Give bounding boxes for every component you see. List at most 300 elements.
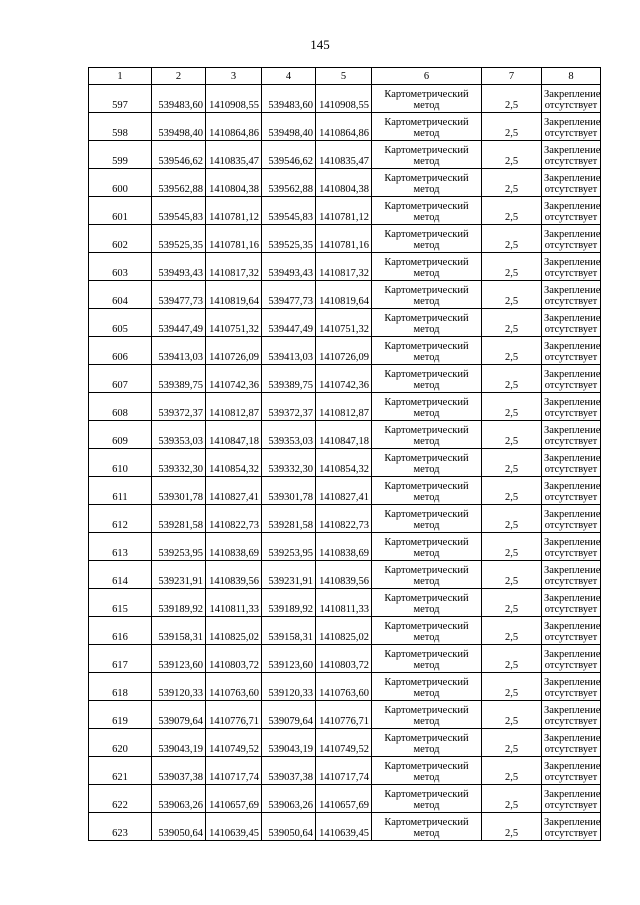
method-cell — [372, 449, 482, 477]
method-cell — [372, 309, 482, 337]
x-coordinate-cell: 539353,03 — [262, 421, 316, 449]
x-coordinate-cell: 539493,43 — [262, 253, 316, 281]
fixation-text: отсутствует — [544, 100, 598, 111]
y-coordinate-cell: 1410763,60 — [206, 673, 262, 701]
method-text: метод — [413, 352, 440, 363]
x-coordinate-cell: 539545,83 — [262, 197, 316, 225]
accuracy-cell: 2,5 — [482, 85, 542, 113]
x-coordinate-cell: 539253,95 — [152, 533, 206, 561]
fixation-cell — [542, 141, 601, 169]
accuracy-cell: 2,5 — [482, 757, 542, 785]
y-coordinate-cell: 1410804,38 — [206, 169, 262, 197]
x-coordinate-cell: 539158,31 — [152, 617, 206, 645]
method-cell — [372, 141, 482, 169]
fixation-text: Закрепление — [544, 481, 601, 492]
method-text: метод — [413, 408, 440, 419]
point-number-cell: 607 — [89, 365, 152, 393]
method-text: Картометрический — [384, 621, 469, 632]
fixation-text: отсутствует — [544, 828, 598, 839]
fixation-text: Закрепление — [544, 117, 601, 128]
fixation-cell — [542, 505, 601, 533]
table-row — [89, 393, 601, 421]
y-coordinate-cell: 1410749,52 — [316, 729, 372, 757]
x-coordinate-cell: 539120,33 — [262, 673, 316, 701]
point-number-cell: 619 — [89, 701, 152, 729]
accuracy-cell: 2,5 — [482, 589, 542, 617]
y-coordinate-cell: 1410854,32 — [206, 449, 262, 477]
point-number-cell: 608 — [89, 393, 152, 421]
method-text: метод — [413, 212, 440, 223]
fixation-text: Закрепление — [544, 341, 601, 352]
accuracy-cell: 2,5 — [482, 785, 542, 813]
accuracy-cell: 2,5 — [482, 309, 542, 337]
x-coordinate-cell: 539189,92 — [152, 589, 206, 617]
accuracy-cell: 2,5 — [482, 449, 542, 477]
method-text: метод — [413, 716, 440, 727]
x-coordinate-cell: 539545,83 — [152, 197, 206, 225]
method-text: метод — [413, 240, 440, 251]
fixation-text: Закрепление — [544, 173, 601, 184]
fixation-text: отсутствует — [544, 184, 598, 195]
page-number: 145 — [310, 37, 330, 52]
fixation-text: отсутствует — [544, 212, 598, 223]
fixation-text: отсутствует — [544, 380, 598, 391]
y-coordinate-cell: 1410827,41 — [206, 477, 262, 505]
method-cell — [372, 169, 482, 197]
point-number-cell: 605 — [89, 309, 152, 337]
x-coordinate-cell: 539281,58 — [262, 505, 316, 533]
fixation-cell — [542, 169, 601, 197]
method-text: метод — [413, 632, 440, 643]
fixation-text: отсутствует — [544, 772, 598, 783]
method-text: Картометрический — [384, 593, 469, 604]
y-coordinate-cell: 1410817,32 — [316, 253, 372, 281]
x-coordinate-cell: 539477,73 — [262, 281, 316, 309]
column-header: 7 — [482, 68, 542, 85]
table-row — [89, 309, 601, 337]
table-row — [89, 813, 601, 841]
method-text: метод — [413, 184, 440, 195]
y-coordinate-cell: 1410838,69 — [206, 533, 262, 561]
fixation-text: отсутствует — [544, 296, 598, 307]
point-number-cell: 598 — [89, 113, 152, 141]
point-number-cell: 610 — [89, 449, 152, 477]
x-coordinate-cell: 539281,58 — [152, 505, 206, 533]
x-coordinate-cell: 539253,95 — [262, 533, 316, 561]
accuracy-cell: 2,5 — [482, 729, 542, 757]
fixation-text: Закрепление — [544, 593, 601, 604]
method-cell — [372, 813, 482, 841]
fixation-text: отсутствует — [544, 660, 598, 671]
x-coordinate-cell: 539050,64 — [152, 813, 206, 841]
x-coordinate-cell: 539447,49 — [152, 309, 206, 337]
x-coordinate-cell: 539389,75 — [152, 365, 206, 393]
table-body — [89, 85, 601, 841]
fixation-text: Закрепление — [544, 621, 601, 632]
method-text: метод — [413, 464, 440, 475]
fixation-text: Закрепление — [544, 649, 601, 660]
method-text: Картометрический — [384, 509, 469, 520]
point-number-cell: 609 — [89, 421, 152, 449]
point-number-cell: 622 — [89, 785, 152, 813]
point-number-cell: 620 — [89, 729, 152, 757]
accuracy-cell: 2,5 — [482, 169, 542, 197]
fixation-text: Закрепление — [544, 397, 601, 408]
method-cell — [372, 673, 482, 701]
column-header: 6 — [372, 68, 482, 85]
y-coordinate-cell: 1410854,32 — [316, 449, 372, 477]
method-text: метод — [413, 156, 440, 167]
method-text: Картометрический — [384, 425, 469, 436]
table-row — [89, 645, 601, 673]
accuracy-cell: 2,5 — [482, 813, 542, 841]
accuracy-cell: 2,5 — [482, 225, 542, 253]
table-row — [89, 729, 601, 757]
fixation-text: Закрепление — [544, 285, 601, 296]
method-text: Картометрический — [384, 789, 469, 800]
method-text: метод — [413, 604, 440, 615]
y-coordinate-cell: 1410812,87 — [206, 393, 262, 421]
x-coordinate-cell: 539332,30 — [262, 449, 316, 477]
fixation-cell — [542, 421, 601, 449]
method-text: Картометрический — [384, 117, 469, 128]
y-coordinate-cell: 1410803,72 — [206, 645, 262, 673]
y-coordinate-cell: 1410742,36 — [206, 365, 262, 393]
method-text: метод — [413, 772, 440, 783]
table-row — [89, 281, 601, 309]
fixation-cell — [542, 589, 601, 617]
fixation-text: отсутствует — [544, 128, 598, 139]
method-cell — [372, 197, 482, 225]
accuracy-cell: 2,5 — [482, 141, 542, 169]
fixation-cell — [542, 561, 601, 589]
method-text: Картометрический — [384, 145, 469, 156]
accuracy-cell: 2,5 — [482, 365, 542, 393]
table-row — [89, 141, 601, 169]
fixation-text: Закрепление — [544, 89, 601, 100]
y-coordinate-cell: 1410717,74 — [316, 757, 372, 785]
x-coordinate-cell: 539189,92 — [262, 589, 316, 617]
fixation-cell — [542, 449, 601, 477]
method-cell — [372, 757, 482, 785]
x-coordinate-cell: 539562,88 — [262, 169, 316, 197]
fixation-text: Закрепление — [544, 229, 601, 240]
method-text: Картометрический — [384, 565, 469, 576]
fixation-text: отсутствует — [544, 408, 598, 419]
method-text: метод — [413, 660, 440, 671]
y-coordinate-cell: 1410839,56 — [316, 561, 372, 589]
method-text: Картометрический — [384, 677, 469, 688]
fixation-text: Закрепление — [544, 145, 601, 156]
table-row — [89, 505, 601, 533]
fixation-cell — [542, 785, 601, 813]
method-text: Картометрический — [384, 481, 469, 492]
y-coordinate-cell: 1410776,71 — [206, 701, 262, 729]
accuracy-cell: 2,5 — [482, 421, 542, 449]
x-coordinate-cell: 539447,49 — [262, 309, 316, 337]
fixation-text: Закрепление — [544, 509, 601, 520]
point-number-cell: 612 — [89, 505, 152, 533]
x-coordinate-cell: 539123,60 — [262, 645, 316, 673]
method-cell — [372, 589, 482, 617]
table-row — [89, 113, 601, 141]
x-coordinate-cell: 539372,37 — [152, 393, 206, 421]
method-cell — [372, 337, 482, 365]
method-text: метод — [413, 548, 440, 559]
method-text: метод — [413, 688, 440, 699]
x-coordinate-cell: 539043,19 — [152, 729, 206, 757]
fixation-text: отсутствует — [544, 520, 598, 531]
fixation-cell — [542, 617, 601, 645]
method-text: метод — [413, 296, 440, 307]
fixation-text: отсутствует — [544, 716, 598, 727]
table-row — [89, 225, 601, 253]
y-coordinate-cell: 1410804,38 — [316, 169, 372, 197]
x-coordinate-cell: 539123,60 — [152, 645, 206, 673]
y-coordinate-cell: 1410657,69 — [206, 785, 262, 813]
y-coordinate-cell: 1410835,47 — [206, 141, 262, 169]
point-number-cell: 599 — [89, 141, 152, 169]
table-row — [89, 449, 601, 477]
accuracy-cell: 2,5 — [482, 281, 542, 309]
fixation-text: Закрепление — [544, 565, 601, 576]
fixation-text: отсутствует — [544, 352, 598, 363]
fixation-text: Закрепление — [544, 453, 601, 464]
method-text: Картометрический — [384, 285, 469, 296]
x-coordinate-cell: 539525,35 — [262, 225, 316, 253]
method-text: Картометрический — [384, 313, 469, 324]
fixation-cell — [542, 225, 601, 253]
method-text: метод — [413, 100, 440, 111]
method-cell — [372, 477, 482, 505]
accuracy-cell: 2,5 — [482, 701, 542, 729]
x-coordinate-cell: 539562,88 — [152, 169, 206, 197]
point-number-cell: 604 — [89, 281, 152, 309]
x-coordinate-cell: 539063,26 — [262, 785, 316, 813]
x-coordinate-cell: 539546,62 — [152, 141, 206, 169]
x-coordinate-cell: 539413,03 — [152, 337, 206, 365]
table-row — [89, 253, 601, 281]
column-header: 3 — [206, 68, 262, 85]
x-coordinate-cell: 539483,60 — [152, 85, 206, 113]
accuracy-cell: 2,5 — [482, 617, 542, 645]
y-coordinate-cell: 1410838,69 — [316, 533, 372, 561]
point-number-cell: 623 — [89, 813, 152, 841]
method-text: метод — [413, 828, 440, 839]
method-cell — [372, 561, 482, 589]
method-cell — [372, 533, 482, 561]
table-row — [89, 169, 601, 197]
fixation-cell — [542, 85, 601, 113]
method-text: Картометрический — [384, 201, 469, 212]
method-text: метод — [413, 128, 440, 139]
x-coordinate-cell: 539483,60 — [262, 85, 316, 113]
table-row — [89, 197, 601, 225]
method-cell — [372, 393, 482, 421]
point-number-cell: 617 — [89, 645, 152, 673]
point-number-cell: 616 — [89, 617, 152, 645]
table-row — [89, 589, 601, 617]
header-row — [89, 68, 601, 85]
point-number-cell: 618 — [89, 673, 152, 701]
y-coordinate-cell: 1410819,64 — [316, 281, 372, 309]
method-cell — [372, 785, 482, 813]
x-coordinate-cell: 539231,91 — [262, 561, 316, 589]
method-text: Картометрический — [384, 453, 469, 464]
y-coordinate-cell: 1410811,33 — [316, 589, 372, 617]
fixation-cell — [542, 309, 601, 337]
accuracy-cell: 2,5 — [482, 505, 542, 533]
y-coordinate-cell: 1410908,55 — [316, 85, 372, 113]
table-row — [89, 673, 601, 701]
fixation-text: Закрепление — [544, 789, 601, 800]
accuracy-cell: 2,5 — [482, 393, 542, 421]
y-coordinate-cell: 1410657,69 — [316, 785, 372, 813]
point-number-cell: 597 — [89, 85, 152, 113]
x-coordinate-cell: 539301,78 — [262, 477, 316, 505]
fixation-text: Закрепление — [544, 677, 601, 688]
x-coordinate-cell: 539498,40 — [152, 113, 206, 141]
fixation-text: Закрепление — [544, 733, 601, 744]
y-coordinate-cell: 1410827,41 — [316, 477, 372, 505]
y-coordinate-cell: 1410751,32 — [206, 309, 262, 337]
y-coordinate-cell: 1410825,02 — [206, 617, 262, 645]
method-cell — [372, 365, 482, 393]
x-coordinate-cell: 539050,64 — [262, 813, 316, 841]
table-row — [89, 785, 601, 813]
y-coordinate-cell: 1410812,87 — [316, 393, 372, 421]
method-cell — [372, 729, 482, 757]
y-coordinate-cell: 1410749,52 — [206, 729, 262, 757]
method-text: метод — [413, 268, 440, 279]
y-coordinate-cell: 1410776,71 — [316, 701, 372, 729]
fixation-cell — [542, 645, 601, 673]
method-cell — [372, 113, 482, 141]
y-coordinate-cell: 1410751,32 — [316, 309, 372, 337]
x-coordinate-cell: 539043,19 — [262, 729, 316, 757]
table-row — [89, 85, 601, 113]
y-coordinate-cell: 1410726,09 — [316, 337, 372, 365]
point-number-cell: 600 — [89, 169, 152, 197]
accuracy-cell: 2,5 — [482, 477, 542, 505]
x-coordinate-cell: 539037,38 — [262, 757, 316, 785]
fixation-text: отсутствует — [544, 268, 598, 279]
x-coordinate-cell: 539413,03 — [262, 337, 316, 365]
x-coordinate-cell: 539493,43 — [152, 253, 206, 281]
table-row — [89, 561, 601, 589]
fixation-cell — [542, 365, 601, 393]
x-coordinate-cell: 539301,78 — [152, 477, 206, 505]
fixation-text: отсутствует — [544, 688, 598, 699]
x-coordinate-cell: 539546,62 — [262, 141, 316, 169]
method-cell — [372, 225, 482, 253]
x-coordinate-cell: 539037,38 — [152, 757, 206, 785]
method-text: Картометрический — [384, 537, 469, 548]
fixation-cell — [542, 729, 601, 757]
table-row — [89, 337, 601, 365]
y-coordinate-cell: 1410639,45 — [316, 813, 372, 841]
y-coordinate-cell: 1410819,64 — [206, 281, 262, 309]
x-coordinate-cell: 539231,91 — [152, 561, 206, 589]
fixation-text: Закрепление — [544, 201, 601, 212]
y-coordinate-cell: 1410811,33 — [206, 589, 262, 617]
fixation-text: отсутствует — [544, 800, 598, 811]
method-text: Картометрический — [384, 397, 469, 408]
method-text: метод — [413, 744, 440, 755]
point-number-cell: 611 — [89, 477, 152, 505]
x-coordinate-cell: 539477,73 — [152, 281, 206, 309]
y-coordinate-cell: 1410847,18 — [316, 421, 372, 449]
y-coordinate-cell: 1410822,73 — [206, 505, 262, 533]
fixation-text: Закрепление — [544, 425, 601, 436]
method-cell — [372, 701, 482, 729]
method-text: Картометрический — [384, 817, 469, 828]
x-coordinate-cell: 539079,64 — [262, 701, 316, 729]
y-coordinate-cell: 1410822,73 — [316, 505, 372, 533]
table-row — [89, 757, 601, 785]
method-text: метод — [413, 380, 440, 391]
y-coordinate-cell: 1410781,12 — [316, 197, 372, 225]
method-text: Картометрический — [384, 761, 469, 772]
fixation-text: Закрепление — [544, 369, 601, 380]
x-coordinate-cell: 539372,37 — [262, 393, 316, 421]
y-coordinate-cell: 1410839,56 — [206, 561, 262, 589]
fixation-cell — [542, 477, 601, 505]
table-row — [89, 617, 601, 645]
y-coordinate-cell: 1410835,47 — [316, 141, 372, 169]
accuracy-cell: 2,5 — [482, 645, 542, 673]
method-cell — [372, 645, 482, 673]
fixation-cell — [542, 757, 601, 785]
method-text: метод — [413, 520, 440, 531]
fixation-text: отсутствует — [544, 436, 598, 447]
fixation-text: Закрепление — [544, 761, 601, 772]
y-coordinate-cell: 1410825,02 — [316, 617, 372, 645]
point-number-cell: 613 — [89, 533, 152, 561]
fixation-text: отсутствует — [544, 156, 598, 167]
method-text: метод — [413, 324, 440, 335]
method-cell — [372, 505, 482, 533]
point-number-cell: 603 — [89, 253, 152, 281]
fixation-cell — [542, 337, 601, 365]
fixation-cell — [542, 701, 601, 729]
fixation-text: отсутствует — [544, 324, 598, 335]
method-cell — [372, 85, 482, 113]
table-row — [89, 365, 601, 393]
method-text: метод — [413, 492, 440, 503]
x-coordinate-cell: 539332,30 — [152, 449, 206, 477]
column-header: 5 — [316, 68, 372, 85]
method-cell — [372, 617, 482, 645]
accuracy-cell: 2,5 — [482, 673, 542, 701]
x-coordinate-cell: 539063,26 — [152, 785, 206, 813]
y-coordinate-cell: 1410847,18 — [206, 421, 262, 449]
y-coordinate-cell: 1410781,12 — [206, 197, 262, 225]
table-row — [89, 421, 601, 449]
column-header: 8 — [542, 68, 601, 85]
fixation-text: Закрепление — [544, 257, 601, 268]
x-coordinate-cell: 539353,03 — [152, 421, 206, 449]
point-number-cell: 614 — [89, 561, 152, 589]
fixation-text: отсутствует — [544, 240, 598, 251]
point-number-cell: 601 — [89, 197, 152, 225]
column-header: 4 — [262, 68, 316, 85]
fixation-text: отсутствует — [544, 492, 598, 503]
column-header: 1 — [89, 68, 152, 85]
x-coordinate-cell: 539525,35 — [152, 225, 206, 253]
fixation-cell — [542, 533, 601, 561]
method-text: Картометрический — [384, 257, 469, 268]
